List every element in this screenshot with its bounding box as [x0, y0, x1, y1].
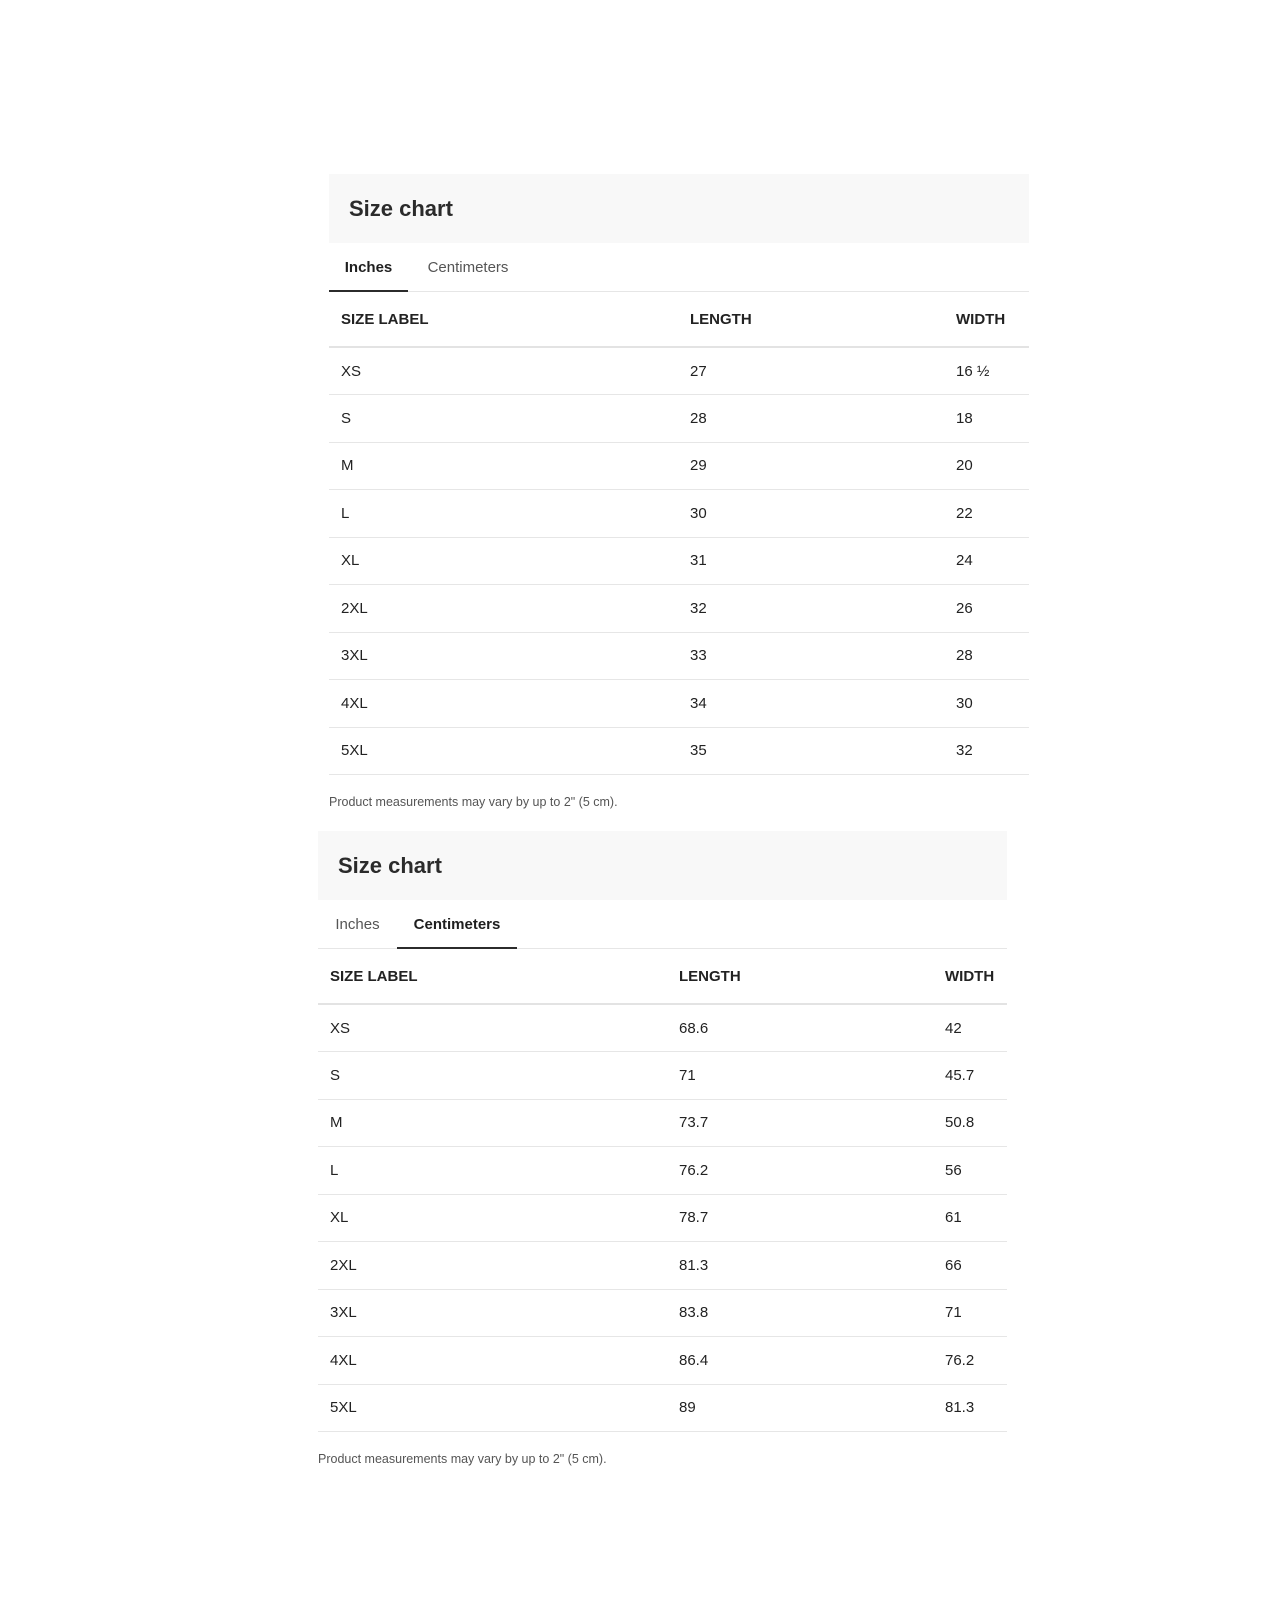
- table-row: [318, 1289, 1007, 1337]
- cell-length: 71: [667, 1052, 933, 1100]
- size-chart-inches: [329, 174, 1029, 809]
- cell-width: 30: [944, 680, 1029, 728]
- cell-length: 35: [678, 727, 944, 775]
- table-row: [329, 727, 1029, 775]
- tab-inches[interactable]: Inches: [335, 915, 380, 933]
- unit-tabs: [318, 900, 1007, 949]
- column-header-length: LENGTH: [678, 292, 944, 347]
- cell-length: 29: [678, 442, 944, 490]
- column-header-width: WIDTH: [944, 292, 1029, 347]
- cell-width: 16 ½: [944, 347, 1029, 395]
- cell-size: XS: [318, 1004, 667, 1052]
- table-row: [318, 1194, 1007, 1242]
- cell-width: 26: [944, 585, 1029, 633]
- tab-centimeters[interactable]: Centimeters: [427, 258, 509, 276]
- cell-size: M: [318, 1099, 667, 1147]
- table-row: [318, 1004, 1007, 1052]
- cell-length: 27: [678, 347, 944, 395]
- cell-width: 61: [933, 1194, 1007, 1242]
- cell-width: 24: [944, 537, 1029, 585]
- tab-inches[interactable]: Inches: [329, 243, 408, 291]
- cell-size: L: [318, 1147, 667, 1195]
- cell-width: 32: [944, 727, 1029, 775]
- cell-length: 28: [678, 395, 944, 443]
- cell-width: 42: [933, 1004, 1007, 1052]
- table-row: [329, 442, 1029, 490]
- cell-length: 76.2: [667, 1147, 933, 1195]
- cell-width: 45.7: [933, 1052, 1007, 1100]
- size-chart-header: [329, 174, 1029, 243]
- cell-size: XL: [318, 1194, 667, 1242]
- size-chart-title: Size chart: [349, 195, 453, 221]
- cell-size: 5XL: [329, 727, 678, 775]
- cell-size: 2XL: [318, 1242, 667, 1290]
- table-row: [329, 490, 1029, 538]
- size-table: [329, 292, 1029, 775]
- cell-length: 89: [667, 1384, 933, 1432]
- column-header-length: LENGTH: [667, 949, 933, 1004]
- table-row: [318, 1242, 1007, 1290]
- table-header-row: [318, 949, 1007, 1004]
- table-row: [329, 347, 1029, 395]
- cell-size: XS: [329, 347, 678, 395]
- size-chart-header: [318, 831, 1007, 900]
- column-header-size-label: SIZE LABEL: [318, 949, 667, 1004]
- cell-size: L: [329, 490, 678, 538]
- cell-length: 81.3: [667, 1242, 933, 1290]
- cell-size: 4XL: [329, 680, 678, 728]
- cell-width: 28: [944, 632, 1029, 680]
- cell-size: M: [329, 442, 678, 490]
- cell-width: 56: [933, 1147, 1007, 1195]
- cell-size: 5XL: [318, 1384, 667, 1432]
- table-row: [329, 537, 1029, 585]
- cell-width: 71: [933, 1289, 1007, 1337]
- cell-length: 31: [678, 537, 944, 585]
- cell-width: 50.8: [933, 1099, 1007, 1147]
- cell-size: 3XL: [318, 1289, 667, 1337]
- size-chart-title: Size chart: [338, 852, 442, 878]
- cell-width: 20: [944, 442, 1029, 490]
- table-row: [329, 395, 1029, 443]
- measurement-disclaimer: Product measurements may vary by up to 2" (5 cm).: [329, 795, 618, 809]
- table-row: [329, 680, 1029, 728]
- column-header-size-label: SIZE LABEL: [329, 292, 678, 347]
- cell-length: 32: [678, 585, 944, 633]
- cell-size: 4XL: [318, 1337, 667, 1385]
- cell-length: 68.6: [667, 1004, 933, 1052]
- cell-width: 76.2: [933, 1337, 1007, 1385]
- cell-size: S: [318, 1052, 667, 1100]
- table-row: [318, 1052, 1007, 1100]
- cell-length: 73.7: [667, 1099, 933, 1147]
- cell-width: 81.3: [933, 1384, 1007, 1432]
- cell-length: 86.4: [667, 1337, 933, 1385]
- column-header-width: WIDTH: [933, 949, 1007, 1004]
- cell-length: 34: [678, 680, 944, 728]
- size-chart-centimeters: [318, 831, 1007, 1466]
- unit-tabs: [329, 243, 1029, 292]
- cell-size: 3XL: [329, 632, 678, 680]
- cell-size: S: [329, 395, 678, 443]
- table-row: [318, 1337, 1007, 1385]
- table-row: [329, 632, 1029, 680]
- tab-centimeters[interactable]: Centimeters: [397, 900, 517, 948]
- cell-size: XL: [329, 537, 678, 585]
- cell-length: 78.7: [667, 1194, 933, 1242]
- table-header-row: [329, 292, 1029, 347]
- table-row: [318, 1384, 1007, 1432]
- table-row: [318, 1099, 1007, 1147]
- cell-length: 83.8: [667, 1289, 933, 1337]
- measurement-disclaimer: Product measurements may vary by up to 2" (5 cm).: [318, 1452, 607, 1466]
- size-table: [318, 949, 1007, 1432]
- cell-width: 66: [933, 1242, 1007, 1290]
- cell-size: 2XL: [329, 585, 678, 633]
- cell-length: 30: [678, 490, 944, 538]
- cell-width: 18: [944, 395, 1029, 443]
- cell-width: 22: [944, 490, 1029, 538]
- table-row: [329, 585, 1029, 633]
- cell-length: 33: [678, 632, 944, 680]
- table-row: [318, 1147, 1007, 1195]
